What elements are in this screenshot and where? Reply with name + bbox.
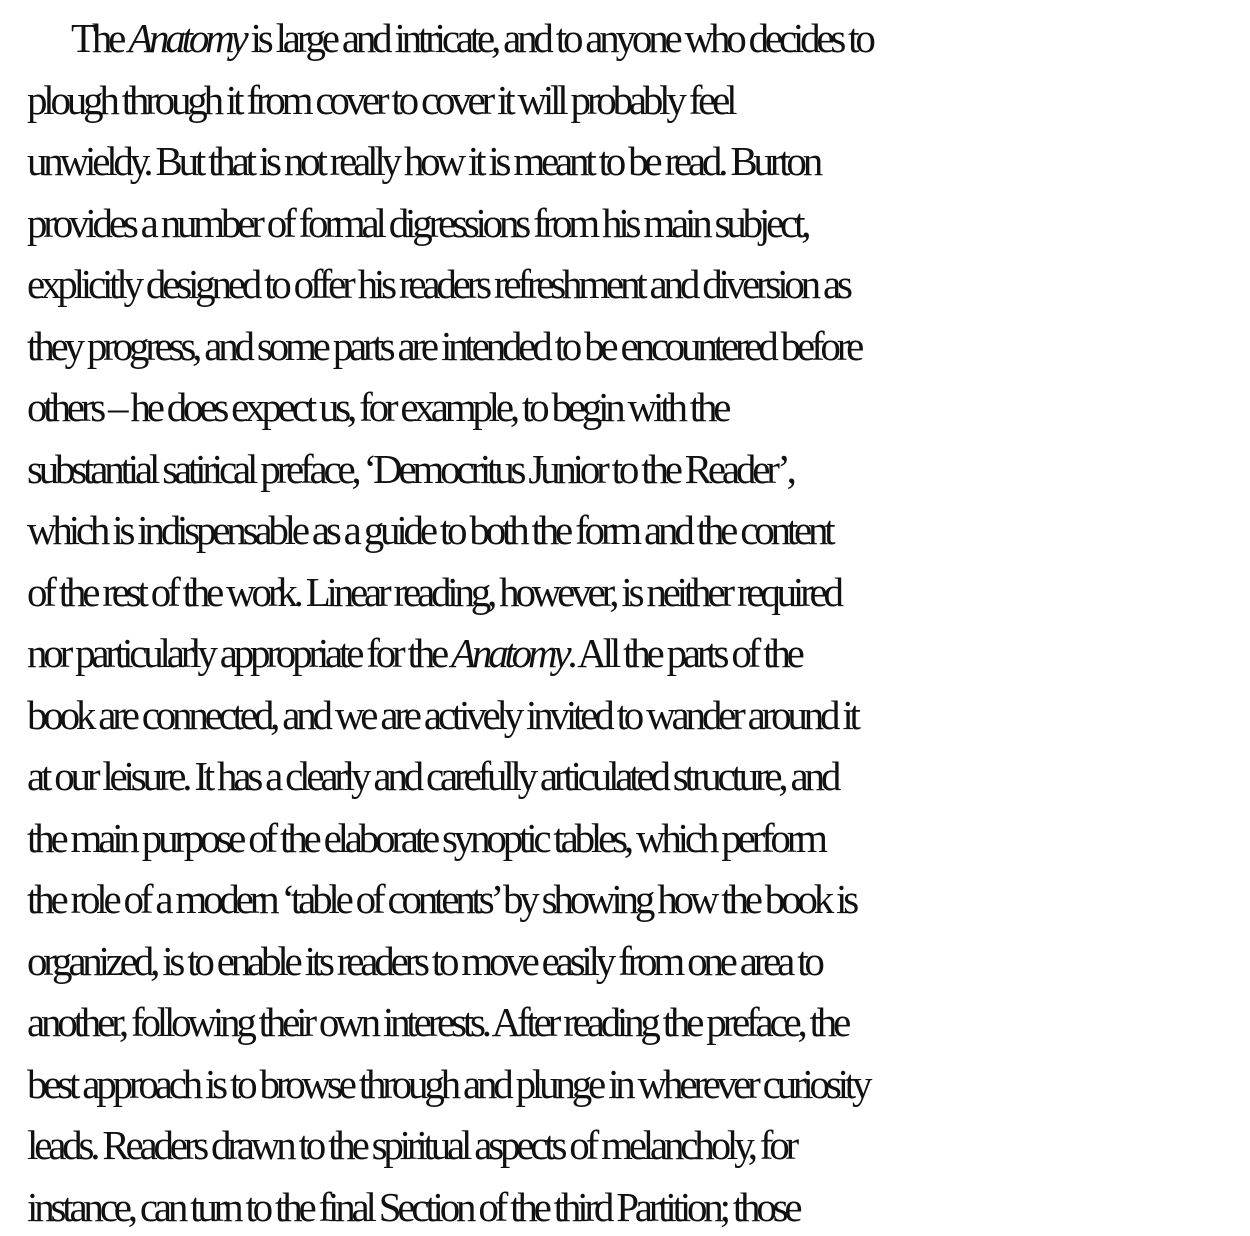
text-line: nor particularly appropriate for the Anatomy. All the parts of the [27, 630, 801, 676]
italic-title: Anatomy [128, 15, 245, 61]
text-line: best approach is to browse through and plunge in wherever curiosity [27, 1060, 869, 1107]
text-line: provides a number of formal digressions from his main subject, [27, 199, 808, 246]
text-line: which is indispensable as a guide to both the form and the content [27, 507, 832, 553]
italic-title: Anatomy [451, 630, 568, 676]
text-line: the main purpose of the elaborate synoptic tables, which perform [27, 814, 824, 861]
text-line: organized, is to enable its readers to move easily from one area to [27, 937, 821, 984]
text-line: instance, can turn to the final Section of the third Partition; those [27, 1183, 799, 1230]
text-line: book are connected, and we are actively invited to wander around it [27, 691, 857, 738]
text-line: explicitly designed to offer his readers refreshment and diversion as [27, 261, 849, 307]
text-line: at our leisure. It has a clearly and carefully articulated structure, and [27, 753, 838, 799]
text-line: unwieldy. But that is not really how it is meant to be read. Burton [27, 138, 820, 184]
text-line: others – he does expect us, for example, to begin with the [27, 384, 728, 430]
text-line: of the rest of the work. Linear reading, however, is neither required [27, 568, 840, 615]
text-line: the role of a modern ‘table of contents’ by showing how the book is [27, 876, 856, 922]
text-line: The Anatomy is large and intricate, and to anyone who decides to [71, 15, 872, 61]
text-line: another, following their own interests. After reading the preface, the [27, 999, 848, 1045]
text-line: they progress, and some parts are intended to be encountered before [27, 322, 861, 369]
text-line: substantial satirical preface, ‘Democritus Junior to the Reader’, [27, 445, 793, 492]
text-line: plough through it from cover to cover it will probably feel [27, 76, 734, 123]
text-line: leads. Readers drawn to the spiritual aspects of melancholy, for [27, 1122, 796, 1168]
body-paragraph [27, 8, 1250, 1236]
